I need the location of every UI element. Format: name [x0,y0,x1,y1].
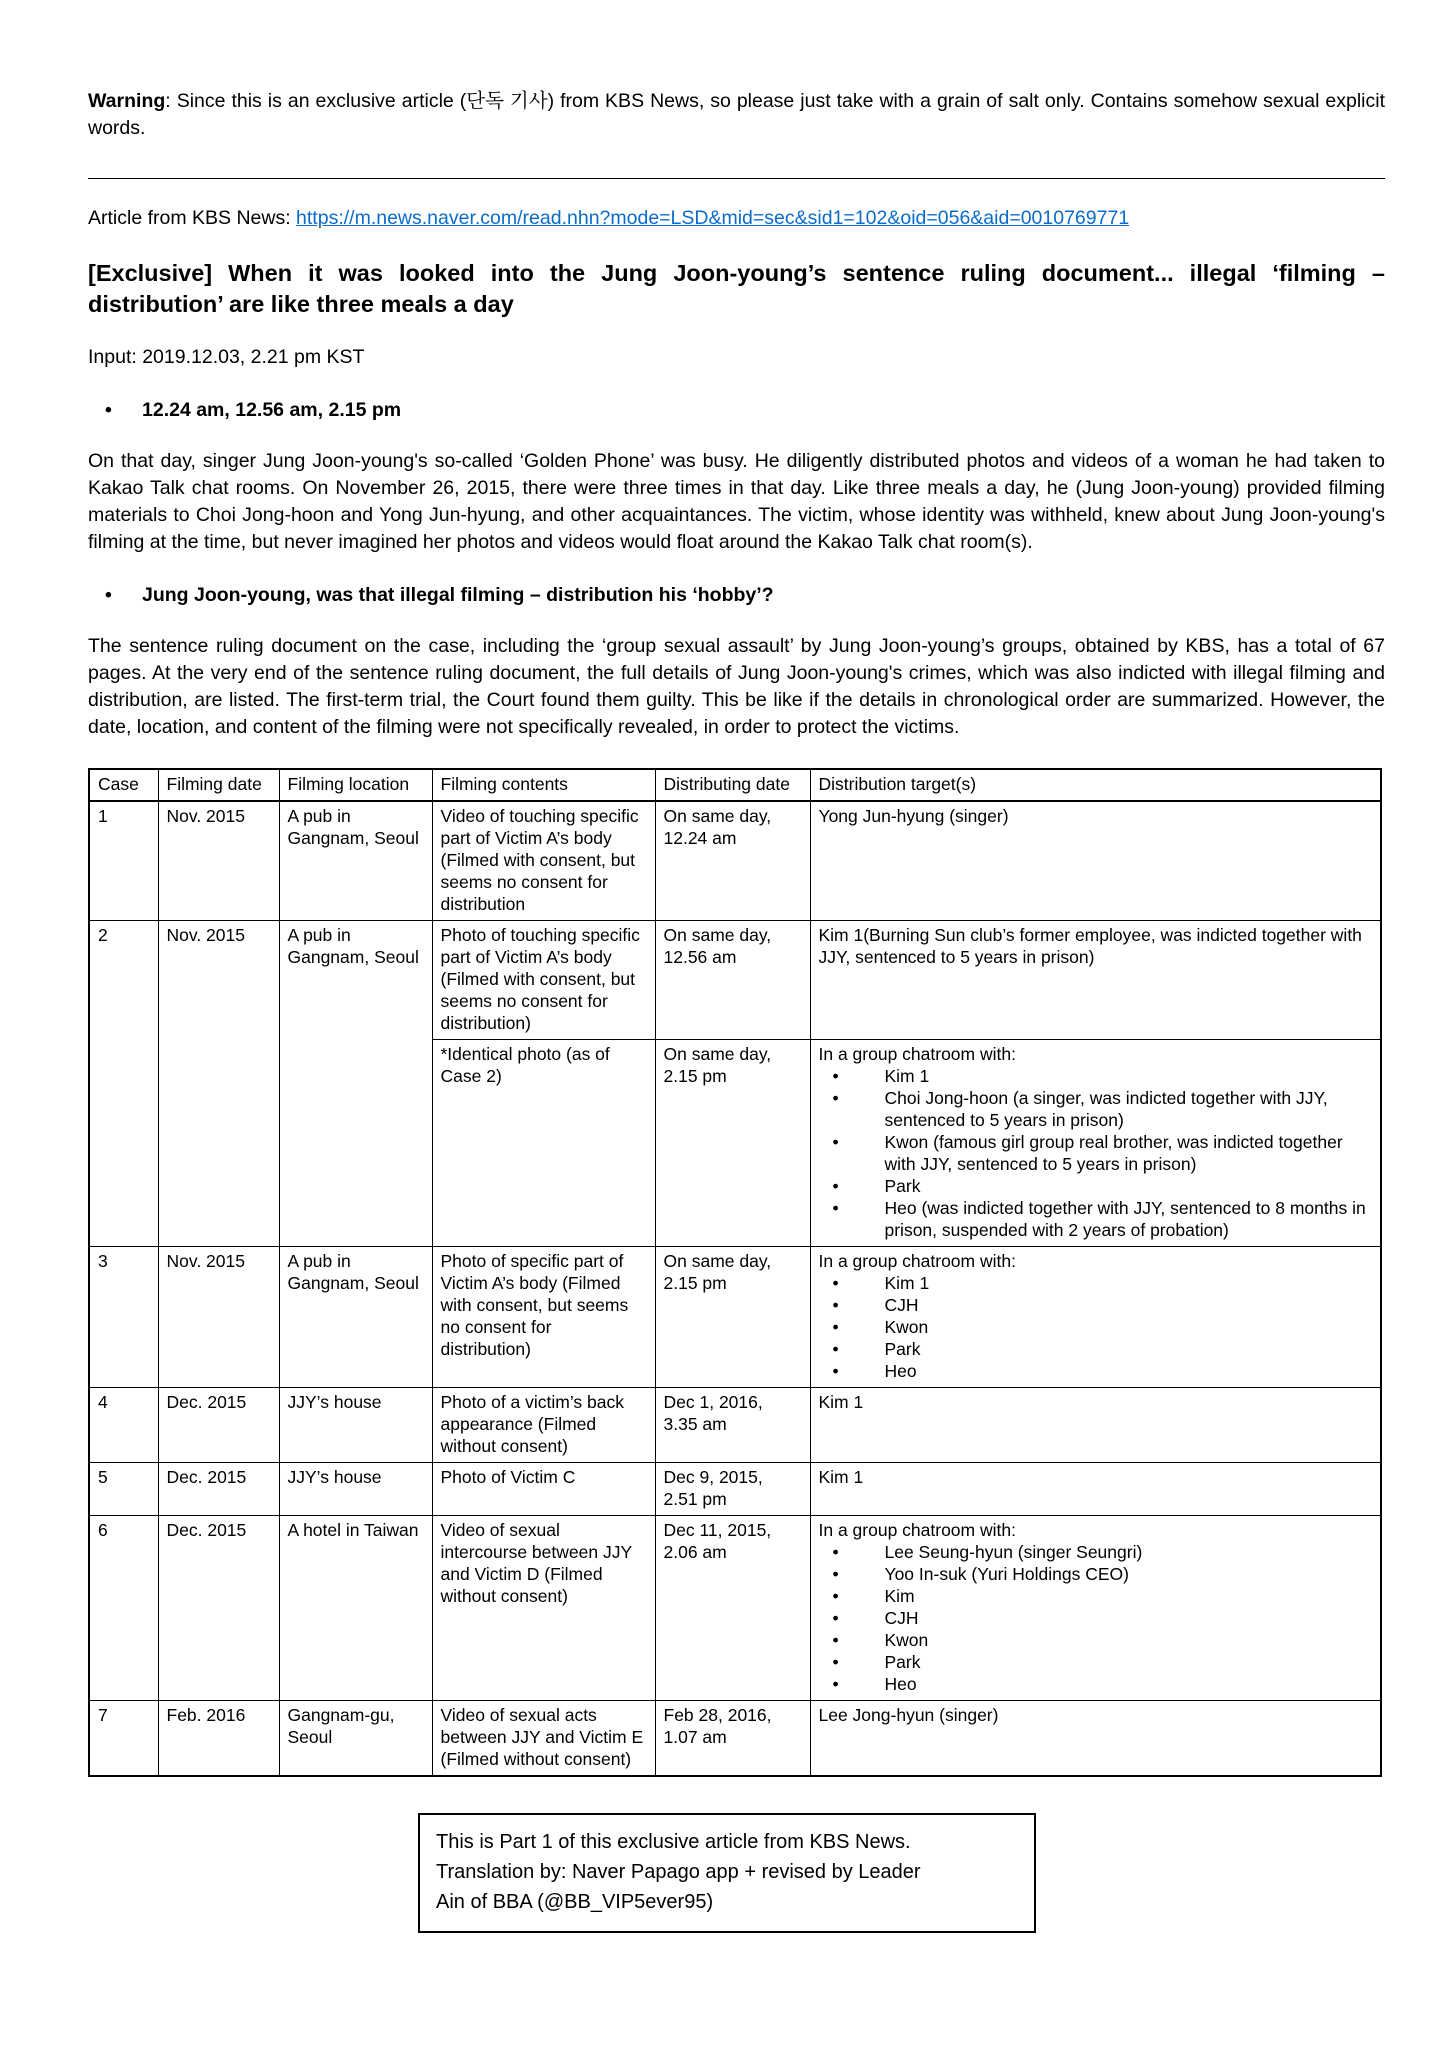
cell-filming-date: Feb. 2016 [158,1701,279,1777]
target-list-item: • Kim [819,1585,1373,1607]
cell-distribution-target [810,1247,1381,1388]
cell-case: 6 [89,1516,158,1701]
cases-table [88,768,1382,1777]
warning-text: : Since this is an exclusive article (단독 기사) from KBS News, so please just take with a grain of salt only. Contains somehow sexual explicit words. [88,90,1385,139]
article-link[interactable]: https://m.news.naver.com/read.nhn?mode=LSD&mid=sec&sid1=102&oid=056&aid=0010769771 [296,207,1130,229]
cell-distributing-date: Feb 28, 2016, 1.07 am [655,1701,810,1777]
bullet-heading-hobby-label: • Jung Joon-young, was that illegal filming – distribution his ‘hobby’? [142,584,774,606]
cell-filming-location: Gangnam-gu, Seoul [279,1701,432,1777]
cell-case: 1 [89,801,158,921]
paragraph-1: On that day, singer Jung Joon-young's so-called ‘Golden Phone’ was busy. He diligently distributed photos and videos of a woman he had taken to Kakao Talk chat rooms. On November 26, 2015, there were three times in that day. Like three meals a day, he (Jung Joon-young) provided filming materials to Choi Jong-hoon and Yong Jun-hyung, and other acquaintances. The victim, whose identity was withheld, knew about Jung Joon-young's filming at the time, but never imagined her photos and videos would float around the Kakao Talk chat room(s). [88,450,1385,553]
cell-filming-contents: Photo of a victim’s back appearance (Filmed without consent) [432,1388,655,1463]
cell-case: 4 [89,1388,158,1463]
header-filming-location: Filming location [279,769,432,801]
warning-label: Warning [88,90,166,112]
cell-filming-date: Dec. 2015 [158,1388,279,1463]
cell-distribution-target: Kim 1 [810,1388,1381,1463]
cell-filming-location: A hotel in Taiwan [279,1516,432,1701]
chatroom-intro: In a group chatroom with: [818,1520,1016,1540]
cell-filming-date: Nov. 2015 [158,921,279,1247]
cell-distributing-date: Dec 1, 2016, 3.35 am [655,1388,810,1463]
source-line [88,205,1385,232]
bullet-heading-hobby [105,582,1385,609]
cell-filming-contents: Photo of Victim C [432,1463,655,1516]
cell-filming-date: Dec. 2015 [158,1516,279,1701]
target-list-item: • Kwon (famous girl group real brother, was indicted together with JJY, sentenced to 5 years in prison) [819,1131,1373,1175]
cell-distributing-date: On same day, 2.15 pm [655,1040,810,1247]
target-list-item: • Heo [819,1360,1373,1382]
cell-distributing-date: On same day, 12.24 am [655,801,810,921]
target-list-item: • Park [819,1338,1373,1360]
paragraph-2: The sentence ruling document on the case, including the ‘group sexual assault’ by Jung Joon-young’s groups, obtained by KBS, has a total of 67 pages. At the very end of the sentence ruling document, the full details of Jung Joon-young's crimes, which was also indicted with illegal filming and distribution, are listed. The first-term trial, the Court found them guilty. This be like if the details in chronological order are summarized. However, the date, location, and content of the filming were not specifically revealed, in order to protect the victims. [88,635,1385,738]
target-list-item: • CJH [819,1294,1373,1316]
input-timestamp: Input: 2019.12.03, 2.21 pm KST [88,346,365,368]
cell-distribution-target: Yong Jun-hyung (singer) [810,801,1381,921]
cell-filming-contents: Photo of specific part of Victim A’s body (Filmed with consent, but seems no consent for distribution) [432,1247,655,1388]
cell-filming-date: Nov. 2015 [158,1247,279,1388]
chatroom-intro: In a group chatroom with: [818,1251,1016,1271]
target-list-item: • Park [819,1651,1373,1673]
target-list-item: • Choi Jong-hoon (a singer, was indicted together with JJY, sentenced to 5 years in prison) [819,1087,1373,1131]
table-row-case-5 [89,1463,1381,1516]
cell-filming-location: A pub in Gangnam, Seoul [279,801,432,921]
cell-distribution-target: Kim 1(Burning Sun club’s former employee, was indicted together with JJY, sentenced to 5 years in prison) [810,921,1381,1040]
target-list-item: • Kim 1 [819,1065,1373,1087]
target-list-item: • Heo (was indicted together with JJY, sentenced to 8 months in prison, suspended with 2 years of probation) [819,1197,1373,1241]
cell-distributing-date: On same day, 2.15 pm [655,1247,810,1388]
header-case: Case [89,769,158,801]
translation-note-line-1: This is Part 1 of this exclusive article from KBS News. [436,1831,911,1853]
cell-filming-location: JJY’s house [279,1388,432,1463]
warning-paragraph [88,88,1385,142]
table-row-case-2 [89,921,1381,1040]
cell-distributing-date: Dec 11, 2015, 2.06 am [655,1516,810,1701]
article-title: [Exclusive] When it was looked into the Jung Joon-young’s sentence ruling document... illegal ‘filming – distribution’ are like three meals a day [88,260,1385,317]
cell-filming-contents: Video of sexual acts between JJY and Victim E (Filmed without consent) [432,1701,655,1777]
translation-note-box [418,1813,1036,1933]
cell-filming-contents: Video of touching specific part of Victim A’s body (Filmed with consent, but seems no consent for distribution [432,801,655,921]
translation-note-line-2: Translation by: Naver Papago app + revised by Leader [436,1861,921,1883]
cell-filming-location: JJY’s house [279,1463,432,1516]
bullet-heading-times-label: • 12.24 am, 12.56 am, 2.15 pm [142,399,402,421]
target-list-item: • Kwon [819,1629,1373,1651]
target-list-item: • Kwon [819,1316,1373,1338]
cell-distributing-date: Dec 9, 2015, 2.51 pm [655,1463,810,1516]
bullet-heading-times [105,397,1385,424]
table-row-case-4 [89,1388,1381,1463]
cell-case: 7 [89,1701,158,1777]
target-list-item: • Heo [819,1673,1373,1695]
header-distributing-date: Distributing date [655,769,810,801]
target-list-item: • Yoo In-suk (Yuri Holdings CEO) [819,1563,1373,1585]
table-header-row [89,769,1381,801]
cell-filming-contents: Photo of touching specific part of Victim A’s body (Filmed with consent, but seems no consent for distribution) [432,921,655,1040]
cell-distribution-target: Lee Jong-hyun (singer) [810,1701,1381,1777]
table-row-case-1 [89,801,1381,921]
target-list-item: • CJH [819,1607,1373,1629]
table-row-case-6 [89,1516,1381,1701]
cell-case: 2 [89,921,158,1247]
cell-case: 5 [89,1463,158,1516]
cell-filming-location: A pub in Gangnam, Seoul [279,1247,432,1388]
header-filming-contents: Filming contents [432,769,655,801]
cell-case: 3 [89,1247,158,1388]
cell-distributing-date: On same day, 12.56 am [655,921,810,1040]
header-distribution-targets: Distribution target(s) [810,769,1381,801]
target-list-item: • Park [819,1175,1373,1197]
cell-filming-date: Dec. 2015 [158,1463,279,1516]
cell-filming-contents: *Identical photo (as of Case 2) [432,1040,655,1247]
chatroom-intro: In a group chatroom with: [818,1044,1016,1064]
source-label: Article from KBS News: [88,207,297,229]
table-row-case-7 [89,1701,1381,1777]
target-list-item: • Kim 1 [819,1272,1373,1294]
cell-distribution-target [810,1516,1381,1701]
table-row-case-3 [89,1247,1381,1388]
target-list-item: • Lee Seung-hyun (singer Seungri) [819,1541,1373,1563]
cell-distribution-target: Kim 1 [810,1463,1381,1516]
cell-filming-contents: Video of sexual intercourse between JJY and Victim D (Filmed without consent) [432,1516,655,1701]
header-filming-date: Filming date [158,769,279,801]
cell-distribution-target [810,1040,1381,1247]
cell-filming-location: A pub in Gangnam, Seoul [279,921,432,1247]
translation-note-line-3: Ain of BBA (@BB_VIP5ever95) [436,1891,714,1913]
cell-filming-date: Nov. 2015 [158,801,279,921]
horizontal-divider [88,178,1385,179]
